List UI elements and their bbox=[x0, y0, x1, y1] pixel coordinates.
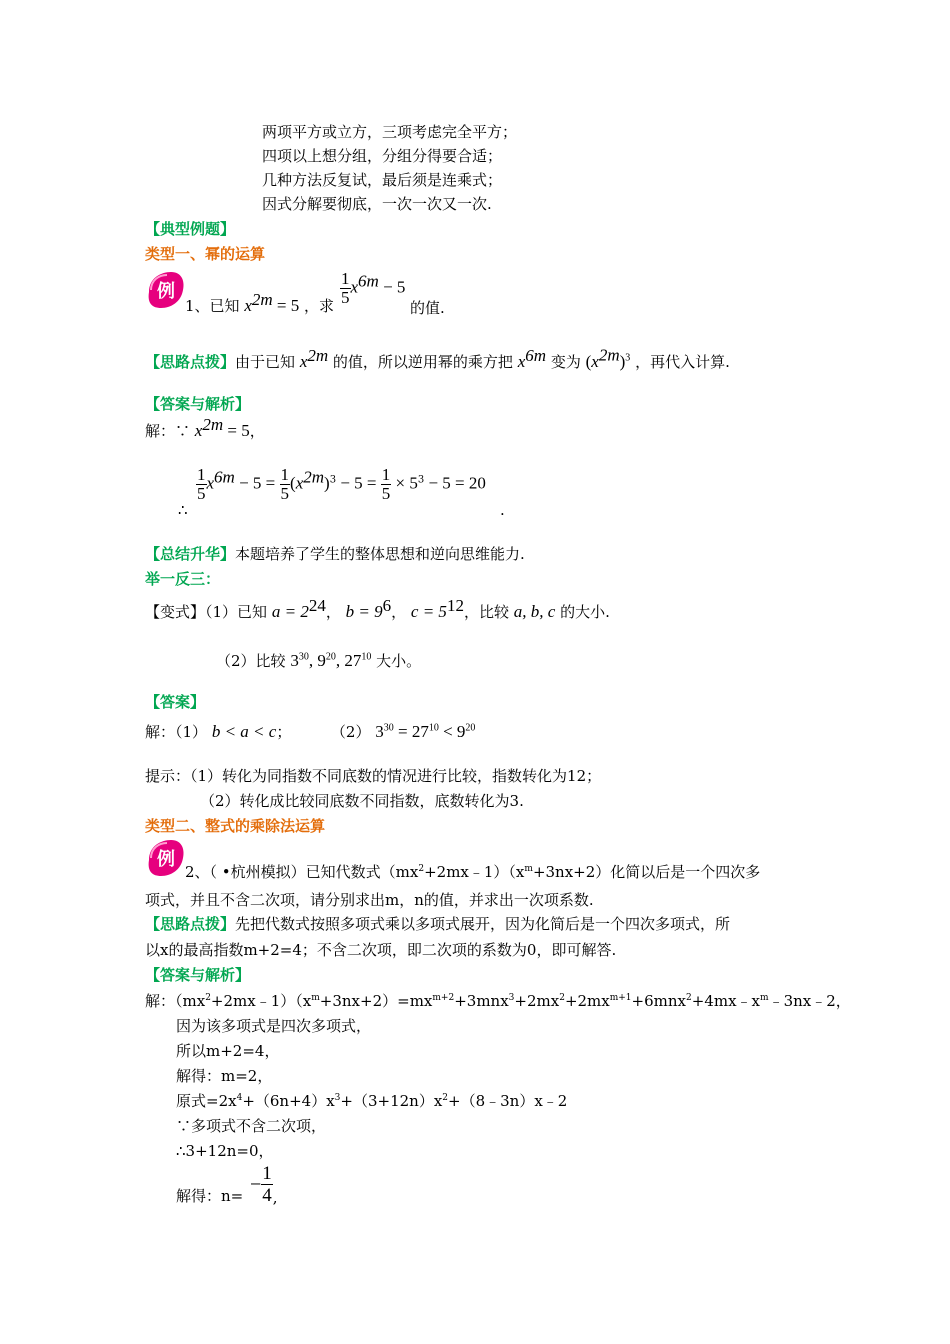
variant-answer-1: b < a < c bbox=[211, 722, 277, 741]
expr-base: x bbox=[350, 277, 359, 297]
svg-text:例: 例 bbox=[157, 849, 175, 870]
variant-p1-pre: （1）已知 bbox=[205, 603, 268, 621]
example-badge-icon-2 bbox=[145, 838, 185, 878]
variant-label: 【变式】 bbox=[145, 603, 206, 621]
hint-label: 【思路点拨】 bbox=[145, 353, 236, 371]
variant-b: b = 9 bbox=[345, 602, 383, 621]
variant-powers: $3^{30}$, $9^{20}$, $27^{10}$ bbox=[290, 651, 372, 670]
solution2-line1: 解：$(mx^2+2mx﹣1)(x^m+3nx+2)=mx^{m+2}+3mnx^3+2mx^2+2mx^{m+1}+6mnx^2+4mx﹣x^m﹣3nx﹣2$， bbox=[145, 992, 851, 1010]
example2-hint-line2: 以x的最高指数m+2=4；不含二次项，即二次项的系数为0，即可解答. bbox=[145, 941, 617, 959]
variant-c: c = 5 bbox=[410, 602, 447, 621]
variant-sep-1: ， bbox=[325, 603, 341, 621]
variant-answer-p2: （2） bbox=[330, 723, 371, 741]
verse-line-2: 四项以上想分组，分组分得要合适； bbox=[262, 147, 503, 165]
fraction-one-quarter: $\frac{1}{4}$ bbox=[262, 1163, 272, 1206]
eq-fraction-2: $\frac{1}{5}$ bbox=[280, 465, 290, 503]
heading-extension: 举一反三： bbox=[145, 570, 221, 588]
fraction-one-fifth: $\frac{1}{5}$ bbox=[341, 269, 350, 307]
variant-a: a = 2 bbox=[271, 602, 309, 621]
variant-p2-pre: （2）比较 bbox=[216, 652, 286, 670]
verse-line-3: 几种方法反复试，最后须是连乘式； bbox=[262, 171, 503, 189]
hint-mid2: 变为 bbox=[550, 353, 581, 371]
heading-type1: 类型一、幂的运算 bbox=[145, 245, 266, 263]
hint-x: x bbox=[299, 352, 308, 371]
equation-period: . bbox=[500, 501, 505, 519]
solution-given: = 5 bbox=[223, 421, 250, 440]
tip-line-2: （2）转化成比较同底数不同指数，底数转化为3. bbox=[200, 792, 524, 810]
example-badge-icon bbox=[145, 270, 185, 310]
solution-given-tail: ， bbox=[249, 422, 265, 440]
variant-c-exp: 12 bbox=[446, 596, 464, 615]
fraction-tail: , bbox=[272, 1188, 278, 1207]
given-rhs: = 5 bbox=[272, 296, 300, 315]
summary-text: 本题培养了学生的整体思想和逆向思维能力. bbox=[235, 545, 525, 563]
example1-expression bbox=[340, 270, 405, 307]
variant-answer-2: $3^{30} = 27^{10} < 9^{20}$ bbox=[375, 722, 476, 741]
solution2-line4: 解得：m=2， bbox=[176, 1067, 273, 1085]
eq-fraction-1: $\frac{1}{5}$ bbox=[197, 465, 206, 503]
example2-line2: 项式，并且不含二次项，请分别求出m，n的值，并求出一次项系数. bbox=[145, 891, 594, 909]
expr-tail: − 5 bbox=[378, 277, 406, 297]
example2-hint-line1 bbox=[145, 914, 730, 934]
variant-p2-post: 大小。 bbox=[376, 652, 422, 670]
variant-a-exp: 24 bbox=[308, 596, 326, 615]
solution-x: x bbox=[194, 421, 203, 440]
given-exp: 2m bbox=[251, 290, 273, 309]
heading-answer-analysis-2: 【答案与解析】 bbox=[145, 966, 251, 984]
example2-line1: 2、（ •杭州模拟）已知代数式$(mx^2+2mx﹣1)(x^m+3nx+2)$化简以后是一个四次多 bbox=[185, 863, 761, 881]
eq-fraction-3: $\frac{1}{5}$ bbox=[381, 465, 391, 503]
ask-text: ，求 bbox=[304, 297, 335, 315]
expr-exp: 6m bbox=[358, 271, 379, 291]
example1-suffix: 的值. bbox=[410, 299, 445, 317]
solution2-line2: 因为该多项式是四次多项式， bbox=[176, 1017, 372, 1035]
hint-exp-6m: 6m bbox=[525, 346, 547, 365]
solution1-given bbox=[145, 415, 265, 441]
verse-line-1: 两项平方或立方，三项考虑完全平方； bbox=[262, 123, 518, 141]
therefore-symbol: ∴ bbox=[178, 501, 188, 519]
hint-pre: 由于已知 bbox=[235, 353, 296, 371]
solution-prefix: 解：∵ bbox=[145, 422, 191, 440]
heading-answer-analysis-1: 【答案与解析】 bbox=[145, 395, 251, 413]
fraction-sign: − bbox=[250, 1173, 262, 1196]
given-base: x bbox=[244, 296, 252, 315]
variant-compare: ，比较 bbox=[463, 603, 509, 621]
solution1-equation: $\frac{1}{5}$ $x^{6m} - 5$ = $\frac{1}{5}$ $(x^{2m})^3 - 5$ = $\frac{1}{5}$ × $5^3 - 5 = 20$ bbox=[197, 465, 486, 503]
hint-mid1: 的值，所以逆用幂的乘方把 bbox=[332, 353, 513, 371]
svg-text:例: 例 bbox=[157, 281, 175, 302]
hint-label-2: 【思路点拨】 bbox=[145, 915, 236, 933]
example1-hint bbox=[145, 345, 730, 372]
solution2-line7: ∴3+12n=0， bbox=[176, 1142, 274, 1160]
variant-part1 bbox=[145, 596, 610, 622]
solution2-line6: ∵多项式不含二次项， bbox=[176, 1117, 327, 1135]
solution2-line3: 所以m+2=4， bbox=[176, 1042, 280, 1060]
hint2-text-1: 先把代数式按照多项式乘以多项式展开，因为化简后是一个四次多项式，所 bbox=[235, 915, 731, 933]
heading-type2: 类型二、整式的乘除法运算 bbox=[145, 817, 326, 835]
heading-typical-examples: 【典型例题】 bbox=[145, 220, 236, 238]
variant-answer-semi: ； bbox=[276, 723, 292, 741]
solution2-line5: 原式$=2x^4+(6n+4)x^3+(3+12n)x^2+(8﹣3n)x﹣2$ bbox=[176, 1092, 568, 1110]
heading-answer: 【答案】 bbox=[145, 693, 206, 711]
solution2-line8: 解得：n= bbox=[176, 1187, 244, 1205]
variant-part2 bbox=[216, 651, 421, 671]
variant-answer bbox=[145, 722, 475, 742]
hint-x2: x bbox=[517, 352, 526, 371]
variant-answer-prefix: 解：（1） bbox=[145, 723, 208, 741]
verse-line-4: 因式分解要彻底，一次一次又一次. bbox=[262, 195, 492, 213]
variant-p1-post: 的大小. bbox=[560, 603, 610, 621]
variant-b-exp: 6 bbox=[382, 596, 392, 615]
variant-sep-2: ， bbox=[391, 603, 407, 621]
tip-line-1: 提示：（1）转化为同指数不同底数的情况进行比较，指数转化为12； bbox=[145, 767, 602, 785]
hint-exp-2m: 2m bbox=[307, 346, 329, 365]
solution-exp: 2m bbox=[202, 415, 224, 434]
variant-vars: a, b, c bbox=[513, 602, 556, 621]
summary bbox=[145, 544, 525, 564]
example1-question bbox=[185, 290, 335, 316]
example1-number: 1、已知 bbox=[185, 297, 240, 315]
hint-paren-expr: $(x^{2m})^3$ bbox=[585, 345, 631, 371]
hint-post: ，再代入计算. bbox=[635, 353, 730, 371]
summary-label: 【总结升华】 bbox=[145, 545, 236, 563]
solution2-fraction bbox=[250, 1163, 278, 1208]
